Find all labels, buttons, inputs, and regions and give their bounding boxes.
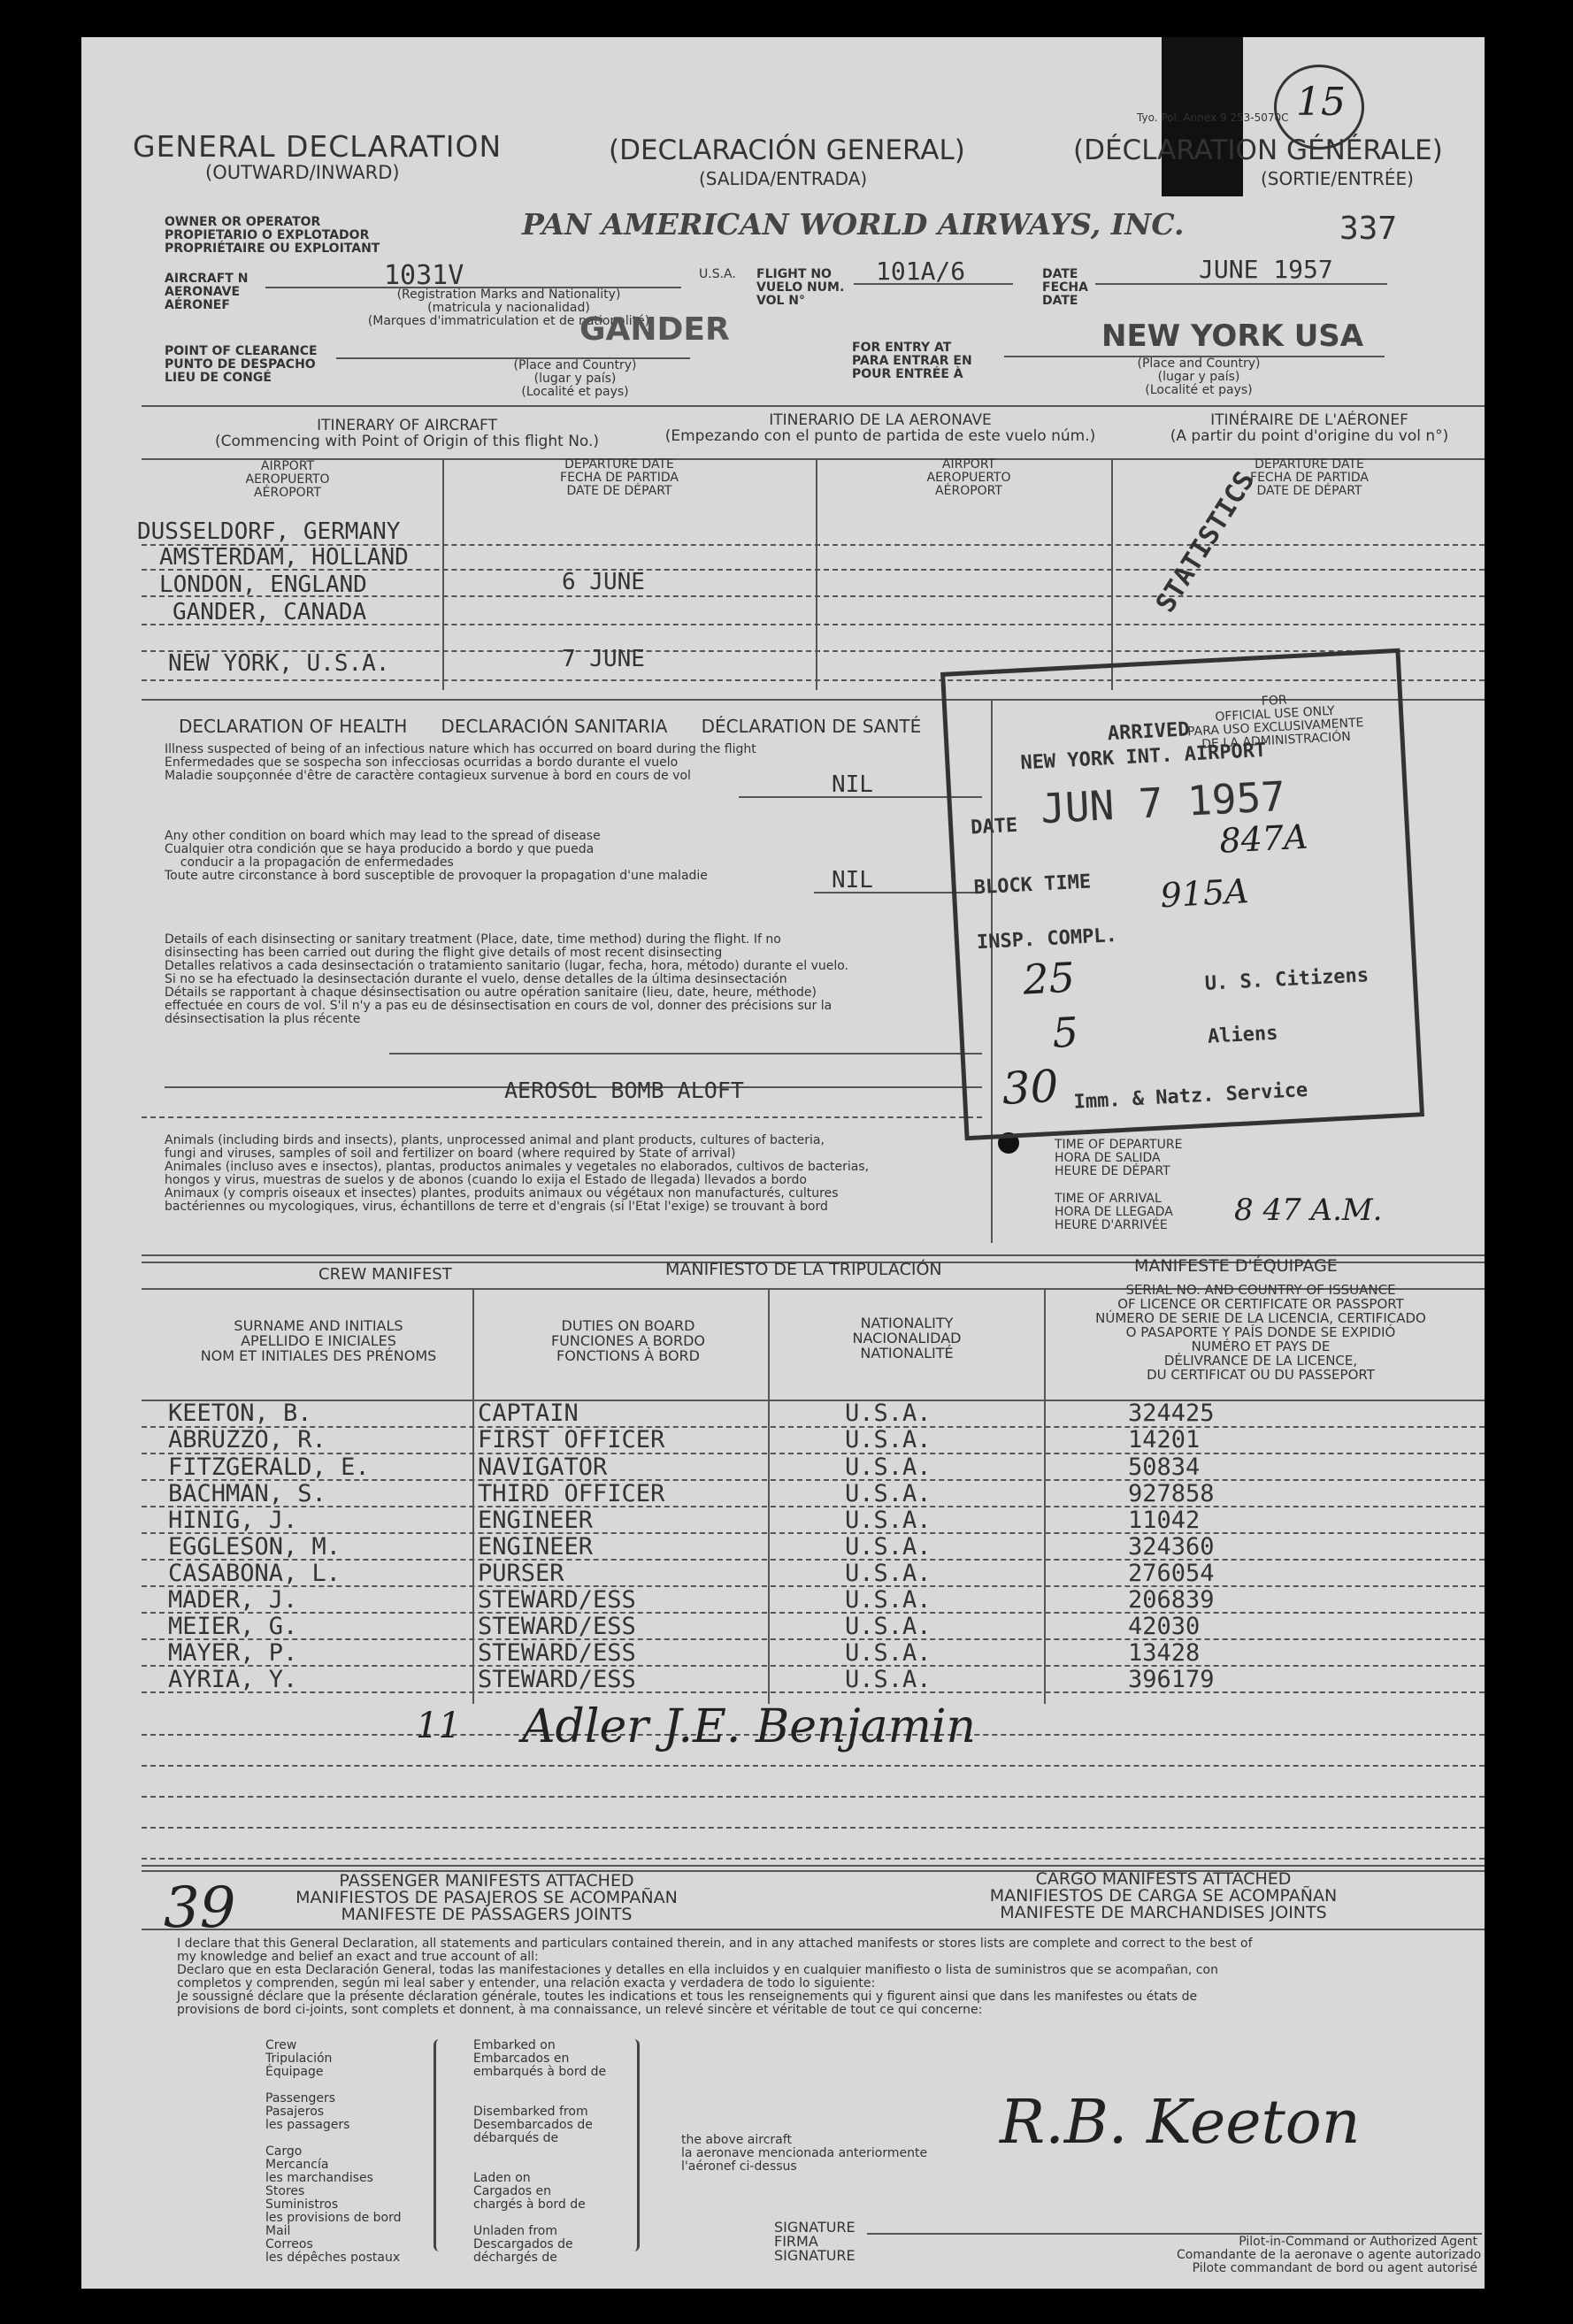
entry-sub-label: (Place and Country) (lugar y país) (Localité et pays) — [1137, 357, 1261, 397]
crew-duty: CAPTAIN — [478, 1400, 579, 1427]
crew-nationality: U.S.A. — [845, 1613, 932, 1640]
itinerary-airport-2: AMSTERDAM, HOLLAND — [159, 544, 409, 571]
declaration-rule — [142, 1929, 1485, 1930]
crew-nationality: U.S.A. — [845, 1480, 932, 1507]
immigration-stamp — [940, 648, 1424, 1140]
crew-row — [168, 1453, 1407, 1480]
title-es: (DECLARACIÓN GENERAL) — [609, 134, 965, 166]
declaration-text: I declare that this General Declaration, all statements and particulars contained therein, and in any attached manifests or stores lists are complete and correct to the best of my knowledge and belief an exact and true account of all: Declaro que en esta Declaración General, todas las manifestaciones y detalles en ella incluidos y en cualquier manifiesto o lista de suministros que se acompañan, con completos y comprenden, según mi leal saber y entender, una relación exacta y verdadera de todo lo siguiente: Je soussigné déclare que la présente déclaration générale, toutes les indications et tous les renseignements qui y figurent ainsi que dans les manifestes ou états de provisions de bord ci-joints, sont complets et donnent, à ma connaissance, un relevé sincère et véritable de tout ce qui concerne: — [177, 1937, 1253, 2017]
crew-blank-rule — [142, 1796, 1485, 1798]
itinerary-airport-5: NEW YORK, U.S.A. — [168, 650, 390, 677]
passenger-manifests-label: PASSENGER MANIFESTS ATTACHED MANIFIESTOS DE PASAJEROS SE ACOMPAÑAN MANIFESTE DE PASSAGERS JOINTS — [295, 1871, 678, 1924]
crew-duty: STEWARD/ESS — [478, 1586, 636, 1614]
aircraft-value: 1031V — [384, 260, 464, 291]
declaration-aircraft-text: the above aircraft la aeronave mencionada anteriormente l'aéronef ci-dessus — [681, 2133, 928, 2174]
crew-duty: ENGINEER — [478, 1533, 594, 1561]
health-disinsect-underline — [389, 1053, 982, 1055]
bracket — [628, 2039, 640, 2251]
crew-serial: 50834 — [1128, 1453, 1201, 1481]
stamp-total: 30 — [1001, 1060, 1060, 1115]
crew-row — [168, 1426, 1407, 1453]
crew-nationality: U.S.A. — [845, 1400, 932, 1427]
itinerary-airport-4: GANDER, CANADA — [173, 599, 367, 625]
crew-col-duties: DUTIES ON BOARD FUNCIONES A BORDO FONCTIONS À BORD — [550, 1317, 706, 1364]
arrival-time-label: TIME OF ARRIVAL HORA DE LLEGADA HEURE D'ARRIVÉE — [1055, 1192, 1173, 1232]
stamp-insp-value: 915A — [1159, 871, 1250, 916]
crew-duty: ENGINEER — [478, 1507, 594, 1534]
itinerary-title-en: ITINERARY OF AIRCRAFT (Commencing with Point of Origin of this flight No.) — [214, 417, 600, 450]
stamp-block-label: BLOCK TIME — [973, 871, 1092, 900]
crew-name: KEETON, B. — [168, 1400, 312, 1427]
crew-duty: PURSER — [478, 1560, 564, 1587]
stamp-aliens-label: Aliens — [1207, 1022, 1279, 1048]
declaration-left-items: Crew Tripulación Équipage Passengers Pasajeros les passagers Cargo Mercancía les marchandises Stores Suministros les provisions de bord Mail Correos les dépêches postaux — [265, 2038, 402, 2265]
crew-row — [168, 1560, 1407, 1586]
crew-blank-rule — [142, 1765, 1485, 1767]
flight-label: FLIGHT NO VUELO NUM. VOL N° — [756, 267, 845, 308]
crew-name: ABRUZZO, R. — [168, 1426, 326, 1453]
itinerary-top-rule — [142, 405, 1485, 407]
cargo-manifests-label: CARGO MANIFESTS ATTACHED MANIFIESTOS DE CARGA SE ACOMPAÑAN MANIFESTE DE MARCHANDISES JOINTS — [989, 1869, 1338, 1922]
crew-duty: NAVIGATOR — [478, 1453, 608, 1481]
itinerary-airport-3: LONDON, ENGLAND — [159, 571, 367, 598]
entry-label: FOR ENTRY AT PARA ENTRAR EN POUR ENTRÉE À — [852, 341, 972, 381]
itinerary-divider-3 — [1111, 458, 1113, 690]
health-animals-label: Animals (including birds and insects), plants, unprocessed animal and plant products, cultures of bacteria, fungi and viruses, samples of soil and fertilizer on board (where required by State of arrival) Animales (incluso aves e insectos), plantas, productos animales y vegetales no elaborados, cultivos de bacterias, hongos y virus, muestras de suelos y de abonos (cuando lo exija el Estado de llegada) llevados a bordo Animaux (y compris oiseaux et insectes) plantes, produits animaux ou végétaux non manufacturés, cultures bactériennes ou mycologiques, virus, échantillons de terre et d'engrais (si l'Etat l'exige) se trouvant à bord — [165, 1133, 870, 1214]
crew-duty: FIRST OFFICER — [478, 1426, 665, 1453]
crew-duty: STEWARD/ESS — [478, 1639, 636, 1667]
stamp-arrived: ARRIVED — [1107, 718, 1191, 746]
crew-name: HINIG, J. — [168, 1507, 298, 1534]
title-fr-sub: (SORTIE/ENTRÉE) — [1261, 168, 1414, 189]
itinerary-col-departure: DEPARTURE DATE FECHA DE PARTIDA DATE DE DÉPART — [560, 457, 679, 498]
signature-label: SIGNATURE FIRMA SIGNATURE — [774, 2219, 856, 2264]
crew-row — [168, 1533, 1407, 1560]
crew-col-serial: SERIAL NO. AND COUNTRY OF ISSUANCE OF LICENCE OR CERTIFICATE OR PASSPORT NÚMERO DE SERIE DE LA LICENCIA, CERTIFICADO O PASAPORTE Y PAÍS DONDE SE EXPIDIÓ NUMÉRO ET PAYS DE DÉLIVRANCE DE LA LICENCE, DU CERTIFICAT OU DU PASSEPORT — [1095, 1282, 1426, 1383]
flight-value: 101A/6 — [876, 257, 966, 286]
crew-row — [168, 1400, 1407, 1426]
official-use-header: FOR OFFICIAL USE ONLY PARA USO EXCLUSIVAMENTE DE LA ADMINISTRACIÓN — [1186, 693, 1364, 752]
crew-row — [168, 1586, 1407, 1613]
health-other-value: NIL — [832, 867, 873, 894]
crew-serial: 927858 — [1128, 1480, 1215, 1507]
date-label: DATE FECHA DATE — [1042, 267, 1088, 308]
departure-time-label: TIME OF DEPARTURE HORA DE SALIDA HEURE DE DÉPART — [1055, 1138, 1183, 1178]
crew-nationality: U.S.A. — [845, 1639, 932, 1667]
crew-serial: 14201 — [1128, 1426, 1201, 1453]
crew-serial: 206839 — [1128, 1586, 1215, 1614]
arrival-time-value: 8 47 A.M. — [1234, 1193, 1383, 1228]
crew-nationality: U.S.A. — [845, 1453, 932, 1481]
clearance-sub-label: (Place and Country) (lugar y país) (Localité et pays) — [513, 358, 637, 399]
itinerary-divider-2 — [816, 458, 817, 690]
itinerary-divider-1 — [442, 458, 444, 690]
itinerary-airport-1: DUSSELDORF, GERMANY — [137, 518, 401, 545]
crew-blank-rule — [142, 1827, 1485, 1829]
stamp-citizens-count: 25 — [1021, 953, 1077, 1004]
crew-name: CASABONA, L. — [168, 1560, 341, 1587]
operator-label: OWNER OR OPERATOR PROPIETARIO O EXPLOTADOR PROPRIÉTAIRE OU EXPLOITANT — [165, 215, 380, 256]
flight-prefix: U.S.A. — [699, 267, 736, 281]
crew-row — [168, 1666, 1407, 1692]
crew-nationality: U.S.A. — [845, 1426, 932, 1453]
aircraft-sub-label: (Registration Marks and Nationality) (matricula y nacionalidad) (Marques d'immatriculation et de nationalité) — [367, 288, 650, 328]
itinerary-date-3: 6 JUNE — [562, 569, 645, 595]
crew-blank-rule — [142, 1858, 1485, 1860]
stamp-citizens-label: U. S. Citizens — [1204, 964, 1370, 995]
aircraft-label: AIRCRAFT N AERONAVE AÉRONEF — [165, 272, 249, 312]
clearance-value: GANDER — [579, 311, 730, 348]
health-bottom-rule — [142, 1116, 982, 1118]
crew-serial: 324360 — [1128, 1533, 1215, 1561]
crew-nationality: U.S.A. — [845, 1560, 932, 1587]
crew-name: BACHMAN, S. — [168, 1480, 326, 1507]
crew-row — [168, 1480, 1407, 1507]
manifests-rule — [142, 1865, 1485, 1867]
crew-total-handwritten: 11 — [416, 1706, 461, 1746]
crew-title-en: CREW MANIFEST — [318, 1265, 452, 1284]
crew-nationality: U.S.A. — [845, 1507, 932, 1534]
pic-label: Pilot-in-Command or Authorized Agent Comandante de la aeronave o agente autorizado Pilote commandant de bord ou agent autorisé — [1177, 2235, 1482, 2275]
title-fr: (DÉCLARATION GÉNÉRALE) — [1073, 134, 1443, 166]
crew-title-es: MANIFIESTO DE LA TRIPULACIÓN — [665, 1260, 942, 1279]
stamp-aliens-count: 5 — [1051, 1008, 1080, 1057]
title-en: GENERAL DECLARATION — [133, 129, 503, 164]
crew-name: MEIER, G. — [168, 1613, 298, 1640]
health-other-label: Any other condition on board which may lead to the spread of disease Cualquier otra condición que se haya producido a bordo y que pueda conducir a la propagación de enfermedades Toute autre circonstance à bord susceptible de provoquer la propagation d'une maladie — [165, 829, 708, 883]
itinerary-date-5: 7 JUNE — [562, 646, 645, 672]
stamp-block-value: 847A — [1218, 817, 1309, 861]
crew-serial: 13428 — [1128, 1639, 1201, 1667]
health-disinsect-value: AEROSOL BOMB ALOFT — [504, 1078, 744, 1103]
itinerary-col-airport-2: AIRPORT AEROPUERTO AÉROPORT — [926, 457, 1011, 498]
crew-duty: STEWARD/ESS — [478, 1613, 636, 1640]
crew-serial: 396179 — [1128, 1666, 1215, 1693]
health-disinsect-label: Details of each disinsecting or sanitary treatment (Place, date, time method) during the flight. If no disinsecting has been carried out during the flight give details of most recent disinsecting Detalles relativos a cada desinsectación o tratamiento sanitario (lugar, fecha, hora, método) durante el vuelo. Si no se ha efectuado la desinsectación durante el vuelo, dense detalles de la última desinsectación Détails se rapportant à chaque désinsectisation ou autre opération sanitaire (lieu, date, heure, méthode) effectuée en cours de vol. S'il n'y a pas eu de désinsectisation en cours de vol, donner des précisions sur la désinsectisation la plus récente — [165, 932, 849, 1026]
statistics-stamp: STATISTICS — [1150, 465, 1262, 618]
captain-signature: R.B. Keeton — [1000, 2088, 1361, 2158]
health-illness-value: NIL — [832, 771, 873, 798]
health-illness-label: Illness suspected of being of an infectious nature which has occurred on board during the flight Enfermedades que se sospecha son infecciosas ocurridas a bordo durante el vuelo Maladie soupçonnée d'être de caractère contagieux survenue à bord en cours de vol — [165, 742, 756, 783]
document-number: 337 — [1339, 211, 1398, 247]
crew-serial: 324425 — [1128, 1400, 1215, 1427]
stamp-date-label: DATE — [970, 814, 1018, 840]
stamp-airport: NEW YORK INT. AIRPORT — [1019, 739, 1267, 775]
crew-serial: 11042 — [1128, 1507, 1201, 1534]
stamp-insp-label: INSP. COMPL. — [976, 924, 1118, 955]
stamp-date-value: JUN 7 1957 — [1039, 771, 1287, 833]
itinerary-col-airport: AIRPORT AEROPUERTO AÉROPORT — [245, 459, 330, 500]
crew-duty: THIRD OFFICER — [478, 1480, 665, 1507]
bracket — [434, 2039, 445, 2251]
crew-nationality: U.S.A. — [845, 1533, 932, 1561]
entry-value: NEW YORK USA — [1101, 318, 1364, 354]
stamp-service-label: Imm. & Natz. Service — [1073, 1078, 1308, 1114]
crew-nationality: U.S.A. — [845, 1666, 932, 1693]
crew-name: MAYER, P. — [168, 1639, 298, 1667]
crew-row — [168, 1613, 1407, 1639]
crew-col-nationality: NATIONALITY NACIONALIDAD NATIONALITÉ — [852, 1315, 962, 1361]
clearance-label: POINT OF CLEARANCE PUNTO DE DESPACHO LIEU DE CONGÉ — [165, 344, 318, 385]
passenger-count: 39 — [164, 1875, 236, 1941]
crew-col-name: SURNAME AND INITIALS APELLIDO E INICIALES NOM ET INITIALES DES PRÉNOMS — [200, 1317, 437, 1364]
title-es-sub: (SALIDA/ENTRADA) — [699, 168, 868, 189]
itinerary-title-es: ITINERARIO DE LA AERONAVE (Empezando con el punto de partida de este vuelo núm.) — [664, 411, 1096, 445]
crew-title-fr: MANIFESTE D'ÉQUIPAGE — [1134, 1256, 1338, 1276]
itinerary-col-departure-2: DEPARTURE DATE FECHA DE PARTIDA DATE DE DÉPART — [1250, 457, 1369, 498]
crew-row — [168, 1507, 1407, 1533]
crew-serial: 276054 — [1128, 1560, 1215, 1587]
declaration-mid-items: Embarked on Embarcados en embarqués à bord de Disembarked from Desembarcados de débarqués de Laden on Cargados en chargés à bord de Unladen from Descargados de déchargés de — [473, 2038, 607, 2265]
date-value: JUNE 1957 — [1199, 255, 1333, 284]
crew-name: FITZGERALD, E. — [168, 1453, 370, 1481]
itinerary-title-fr: ITINÉRAIRE DE L'AÉRONEF (A partir du point d'origine du vol n°) — [1170, 411, 1449, 445]
crew-duty: STEWARD/ESS — [478, 1666, 636, 1693]
crew-row — [168, 1639, 1407, 1666]
health-title: DECLARATION OF HEALTH DECLARACIÓN SANITARIA DÉCLARATION DE SANTÉ — [179, 716, 922, 737]
operator-value: PAN AMERICAN WORLD AIRWAYS, INC. — [522, 207, 1185, 242]
title-en-sub: (OUTWARD/INWARD) — [205, 162, 400, 183]
crew-name: MADER, J. — [168, 1586, 298, 1614]
crew-name: AYRIA, Y. — [168, 1666, 298, 1693]
crew-serial: 42030 — [1128, 1613, 1201, 1640]
handwritten-number: 15 — [1296, 80, 1346, 125]
crew-signature: Adler J.E. Benjamin — [522, 1700, 977, 1753]
crew-name: EGGLESON, M. — [168, 1533, 341, 1561]
crew-nationality: U.S.A. — [845, 1586, 932, 1614]
form-reference: Tyo. Pol. Annex 9 253-5070C — [1137, 111, 1289, 124]
